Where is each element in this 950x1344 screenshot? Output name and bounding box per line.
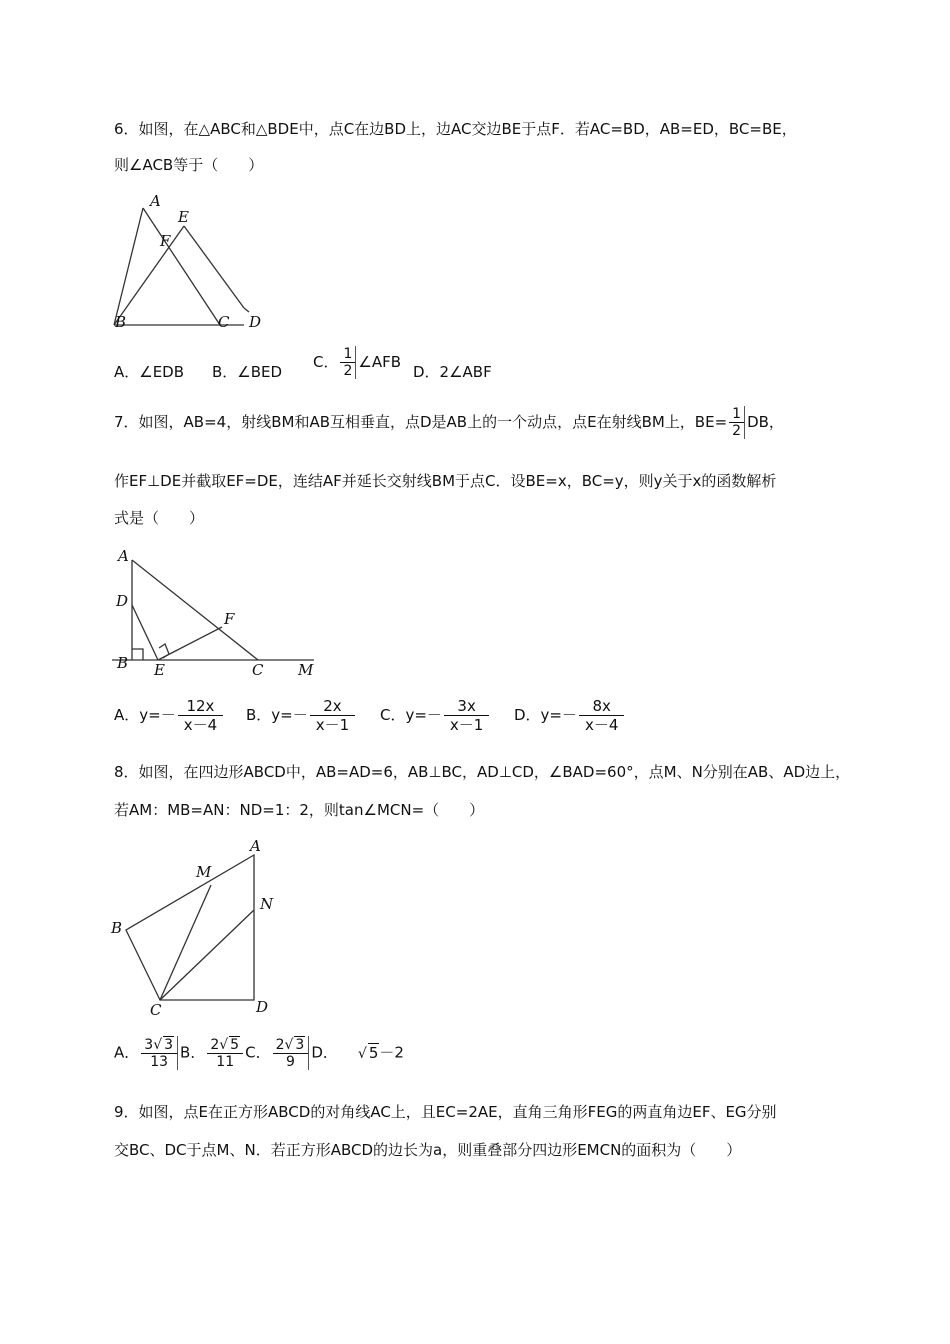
q7-option-d-denominator: x－4 <box>585 716 619 734</box>
q8-option-c-label: C． <box>245 1043 271 1062</box>
q7-option-b-fraction <box>310 697 355 734</box>
q8-option-c-radicand: 3 <box>295 1037 305 1053</box>
q7-option-b-denominator: x－1 <box>315 716 350 734</box>
q6-option-a: A．∠EDB <box>114 363 185 381</box>
q8-text-line2: 若AM：MB=AN：ND=1：2，则tan∠MCN=（ ） <box>114 801 485 819</box>
q7-option-c-denominator: x－1 <box>449 716 484 734</box>
q7-option-b <box>246 697 357 734</box>
q8-label-A: A <box>250 837 261 855</box>
q7-text-line2: 作EF⊥DE并截取EF=DE，连结AF并延长交射线BM于点C．设BE=x，BC=y，则y关于x的函数解析 <box>114 472 777 490</box>
q8-option-a-label: A． <box>114 1043 140 1062</box>
q7-option-d-numerator: 8x <box>579 697 624 716</box>
q6-text-line1: 6．如图，在△ABC和△BDE中，点C在边BD上，边AC交边BE于点F．若AC=BD，AB=ED，BC=BE， <box>114 120 797 138</box>
q7-option-a-denominator: x－4 <box>183 716 218 734</box>
q8-figure <box>108 835 283 1020</box>
q8-option-a-numerator <box>141 1036 177 1054</box>
q7-option-b-label: B．y=－ <box>246 706 308 724</box>
q7-figure <box>112 545 322 680</box>
q8-option-c-numerator <box>273 1036 309 1054</box>
q8-option-c-fraction <box>273 1036 310 1070</box>
q7-label-C: C <box>252 661 264 679</box>
q6-label-C: C <box>218 313 230 331</box>
q8-label-B: B <box>111 919 123 937</box>
q6-option-c <box>313 346 401 379</box>
q7-label-M: M <box>298 661 314 679</box>
q7-option-a-label: A．y=－ <box>114 706 176 724</box>
sqrt-icon: √ <box>219 1037 229 1053</box>
sqrt-icon: √ <box>284 1037 294 1053</box>
q6-option-c-numerator: 1 <box>340 346 355 363</box>
q8-text-line1: 8．如图，在四边形ABCD中，AB=AD=6，AB⊥BC，AD⊥CD，∠BAD=60°，点M、N分别在AB、AD边上， <box>114 763 851 781</box>
q6-option-b: B．∠BED <box>212 363 283 381</box>
q7-fraction-half <box>729 406 745 439</box>
q7-option-d-fraction <box>579 697 624 734</box>
q7-option-c-fraction <box>444 697 489 734</box>
q6-option-c-label: C． <box>313 353 339 371</box>
q7-label-B: B <box>117 654 129 672</box>
q8-option-b-label: B． <box>180 1043 206 1062</box>
q6-label-B: B <box>115 313 127 331</box>
q6-option-c-denominator: 2 <box>343 363 353 379</box>
q7-label-F: F <box>224 610 235 628</box>
q7-fraction-denominator: 2 <box>732 423 742 439</box>
q8-label-D: D <box>256 998 269 1016</box>
q7-option-d <box>514 697 626 734</box>
q7-fraction-numerator: 1 <box>729 406 744 423</box>
q7-option-d-label: D．y=－ <box>514 706 577 724</box>
q8-option-b-denominator: 11 <box>216 1054 235 1070</box>
q6-label-A: A <box>150 192 161 210</box>
q8-option-a-radicand: 3 <box>164 1037 174 1053</box>
q7-line1-end: DB， <box>747 413 784 431</box>
q8-label-C: C <box>150 1001 162 1019</box>
q8-label-N: N <box>260 895 274 913</box>
q8-option-d-minus-two: －2 <box>379 1043 404 1062</box>
q7-option-a-numerator: 12x <box>178 697 223 716</box>
q8-option-b-fraction <box>207 1036 243 1070</box>
q8-option-d-label: D． <box>311 1043 338 1062</box>
q7-option-c-numerator: 3x <box>444 697 489 716</box>
q9-text-line1: 9．如图，点E在正方形ABCD的对角线AC上，且EC=2AE，直角三角形FEG的两直角边EF、EG分别 <box>114 1103 777 1121</box>
q7-label-D: D <box>116 592 129 610</box>
q7-option-b-numerator: 2x <box>310 697 355 716</box>
q7-option-c <box>380 697 491 734</box>
q7-option-a-fraction <box>178 697 223 734</box>
q6-text-line2: 则∠ACB等于（ ） <box>114 156 264 174</box>
q8-option-b-radicand: 5 <box>230 1037 240 1053</box>
q7-line1-start: 7．如图，AB=4，射线BM和AB互相垂直，点D是AB上的一个动点，点E在射线BM上，BE= <box>114 413 728 431</box>
q8-option-a-denominator: 13 <box>150 1054 169 1070</box>
q7-text-line3: 式是（ ） <box>114 509 205 527</box>
q8-option-a-coefficient: 3 <box>144 1037 154 1053</box>
sqrt-icon: √ <box>357 1045 367 1062</box>
q7-label-A: A <box>118 547 129 565</box>
q6-label-E: E <box>178 208 189 226</box>
q6-option-c-fraction <box>340 346 356 379</box>
q8-option-b-numerator <box>207 1036 243 1054</box>
q7-text-line1 <box>114 406 784 439</box>
q6-option-c-angle: ∠AFB <box>358 353 402 371</box>
sqrt-icon: √ <box>153 1037 163 1053</box>
q7-option-c-label: C．y=－ <box>380 706 442 724</box>
q8-option-b-coefficient: 2 <box>210 1037 220 1053</box>
q6-figure <box>112 190 272 335</box>
q9-text-line2: 交BC、DC于点M、N．若正方形ABCD的边长为a，则重叠部分四边形EMCN的面积为（ ） <box>114 1141 742 1159</box>
q6-option-d: D．2∠ABF <box>413 363 492 381</box>
q8-options <box>114 1036 404 1070</box>
q7-label-E: E <box>154 661 165 679</box>
q8-option-c-denominator: 9 <box>286 1054 295 1070</box>
q6-label-F: F <box>160 232 171 250</box>
q8-label-M: M <box>196 863 212 881</box>
q8-option-d-radicand: 5 <box>368 1043 379 1062</box>
q8-option-c-coefficient: 2 <box>275 1037 285 1053</box>
q8-option-a-fraction <box>141 1036 178 1070</box>
q6-label-D: D <box>249 313 262 331</box>
q7-option-a <box>114 697 225 734</box>
